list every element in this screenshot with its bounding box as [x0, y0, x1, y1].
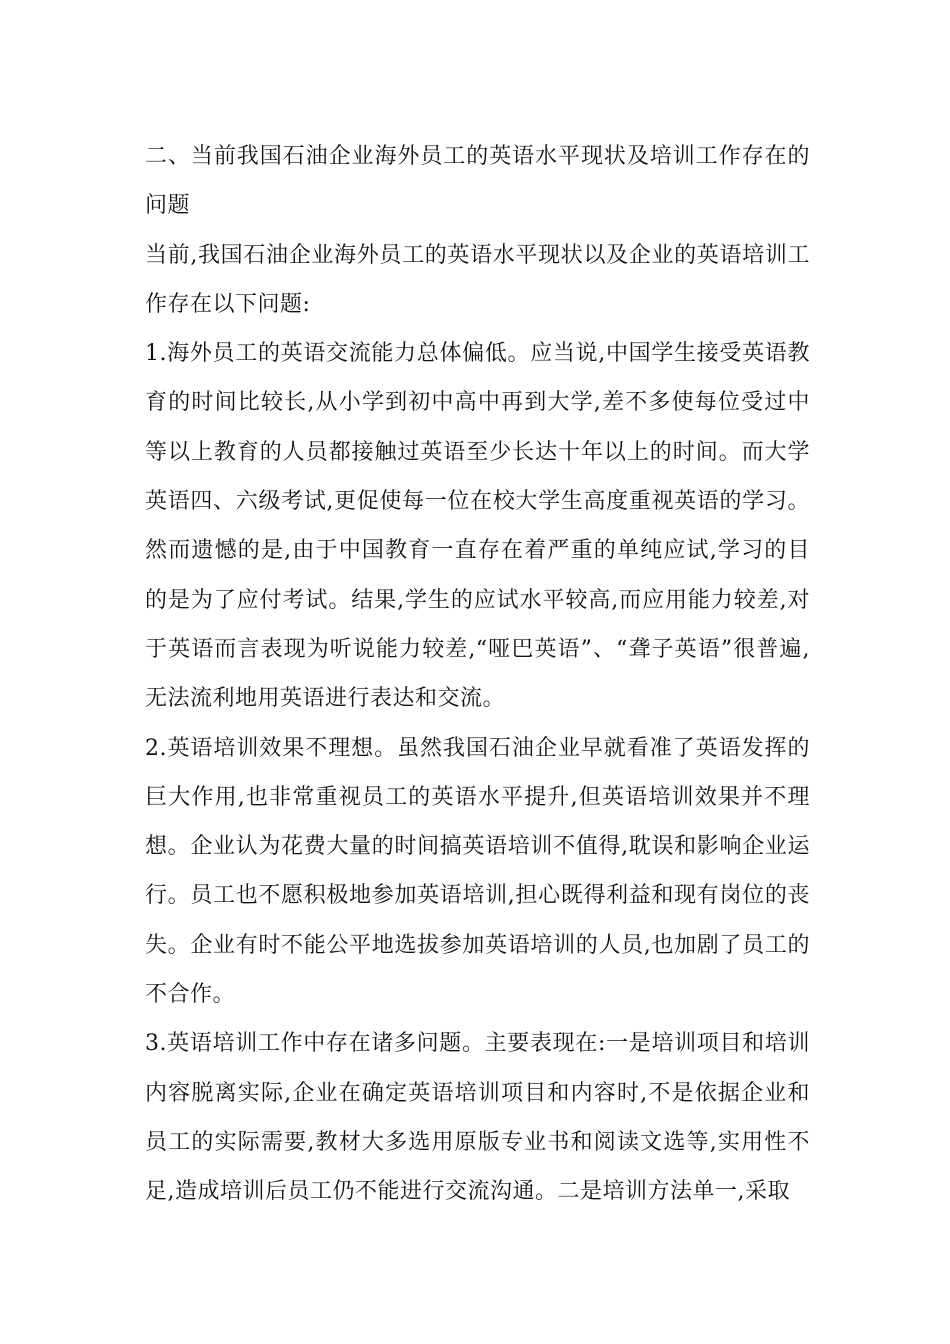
paragraph-1: 1.海外员工的英语交流能力总体偏低。应当说,中国学生接受英语教育的时间比较长,从小学到初中高中再到大学,差不多使每位受过中等以上教育的人员都接触过英语至少长达十年以上的时间。而大学英语四、六级考试,更促使每一位在校大学生高度重视英语的学习。然而遗憾的是,由于中国教育一直存在着严重的单纯应试,学习的目的是为了应付考试。结果,学生的应试水平较高,而应用能力较差,对于英语而言表现为听说能力较差,“哑巴英语”、“聋子英语”很普遍,无法流利地用英语进行表达和交流。	[145, 341, 810, 712]
paragraph-2: 2.英语培训效果不理想。虽然我国石油企业早就看准了英语发挥的巨大作用,也非常重视员工的英语水平提升,但英语培训效果并不理想。企业认为花费大量的时间搞英语培训不值得,耽误和影响企业运行。员工也不愿积极地参加英语培训,担心既得利益和现有岗位的丧失。企业有时不能公平地选拔参加英语培训的人员,也加剧了员工的不合作。	[145, 735, 810, 1008]
document-body	[145, 132, 810, 1217]
paragraph-3: 3.英语培训工作中存在诸多问题。主要表现在:一是培训项目和培训内容脱离实际,企业在确定英语培训项目和内容时,不是依据企业和员工的实际需要,教材大多选用原版专业书和阅读文选等,实用性不足,造成培训后员工仍不能进行交流沟通。二是培训方法单一,采取	[145, 1031, 810, 1205]
section-heading: 二、当前我国石油企业海外员工的英语水平现状及培训工作存在的问题	[145, 144, 810, 219]
intro-paragraph: 当前,我国石油企业海外员工的英语水平现状以及企业的英语培训工作存在以下问题:	[145, 242, 810, 317]
